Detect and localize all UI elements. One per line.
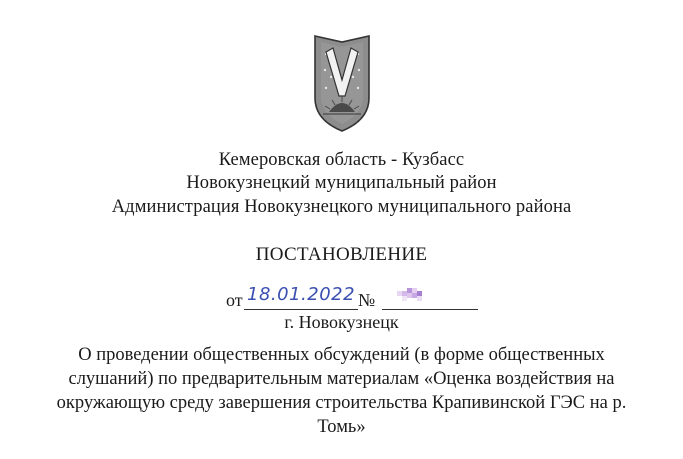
district-title: Новокузнецкий муниципальный район — [186, 173, 497, 193]
document-type-heading: ПОСТАНОВЛЕНИЕ — [255, 244, 428, 265]
document-subject: О проведении общественных обсуждений (в форме общественных слушаний) по предварительным материалам «Оценка воздействия на окружающую среду завершения строительства Крапивинской ГЭС на р. Томь» — [56, 345, 627, 437]
city-name: г. Новокузнецк — [284, 312, 399, 332]
number-field — [382, 285, 478, 310]
coat-of-arms-icon — [311, 32, 373, 134]
region-title: Кемеровская область - Кузбасс — [218, 150, 465, 170]
redacted-number-icon — [397, 288, 427, 302]
administration-title: Администрация Новокузнецкого муниципального района — [111, 197, 572, 217]
number-sign: № — [358, 290, 376, 310]
date-number-line — [226, 285, 486, 311]
handwritten-date: 18.01.2022 — [247, 284, 356, 305]
date-prefix: от — [226, 290, 243, 310]
date-field — [244, 285, 358, 310]
